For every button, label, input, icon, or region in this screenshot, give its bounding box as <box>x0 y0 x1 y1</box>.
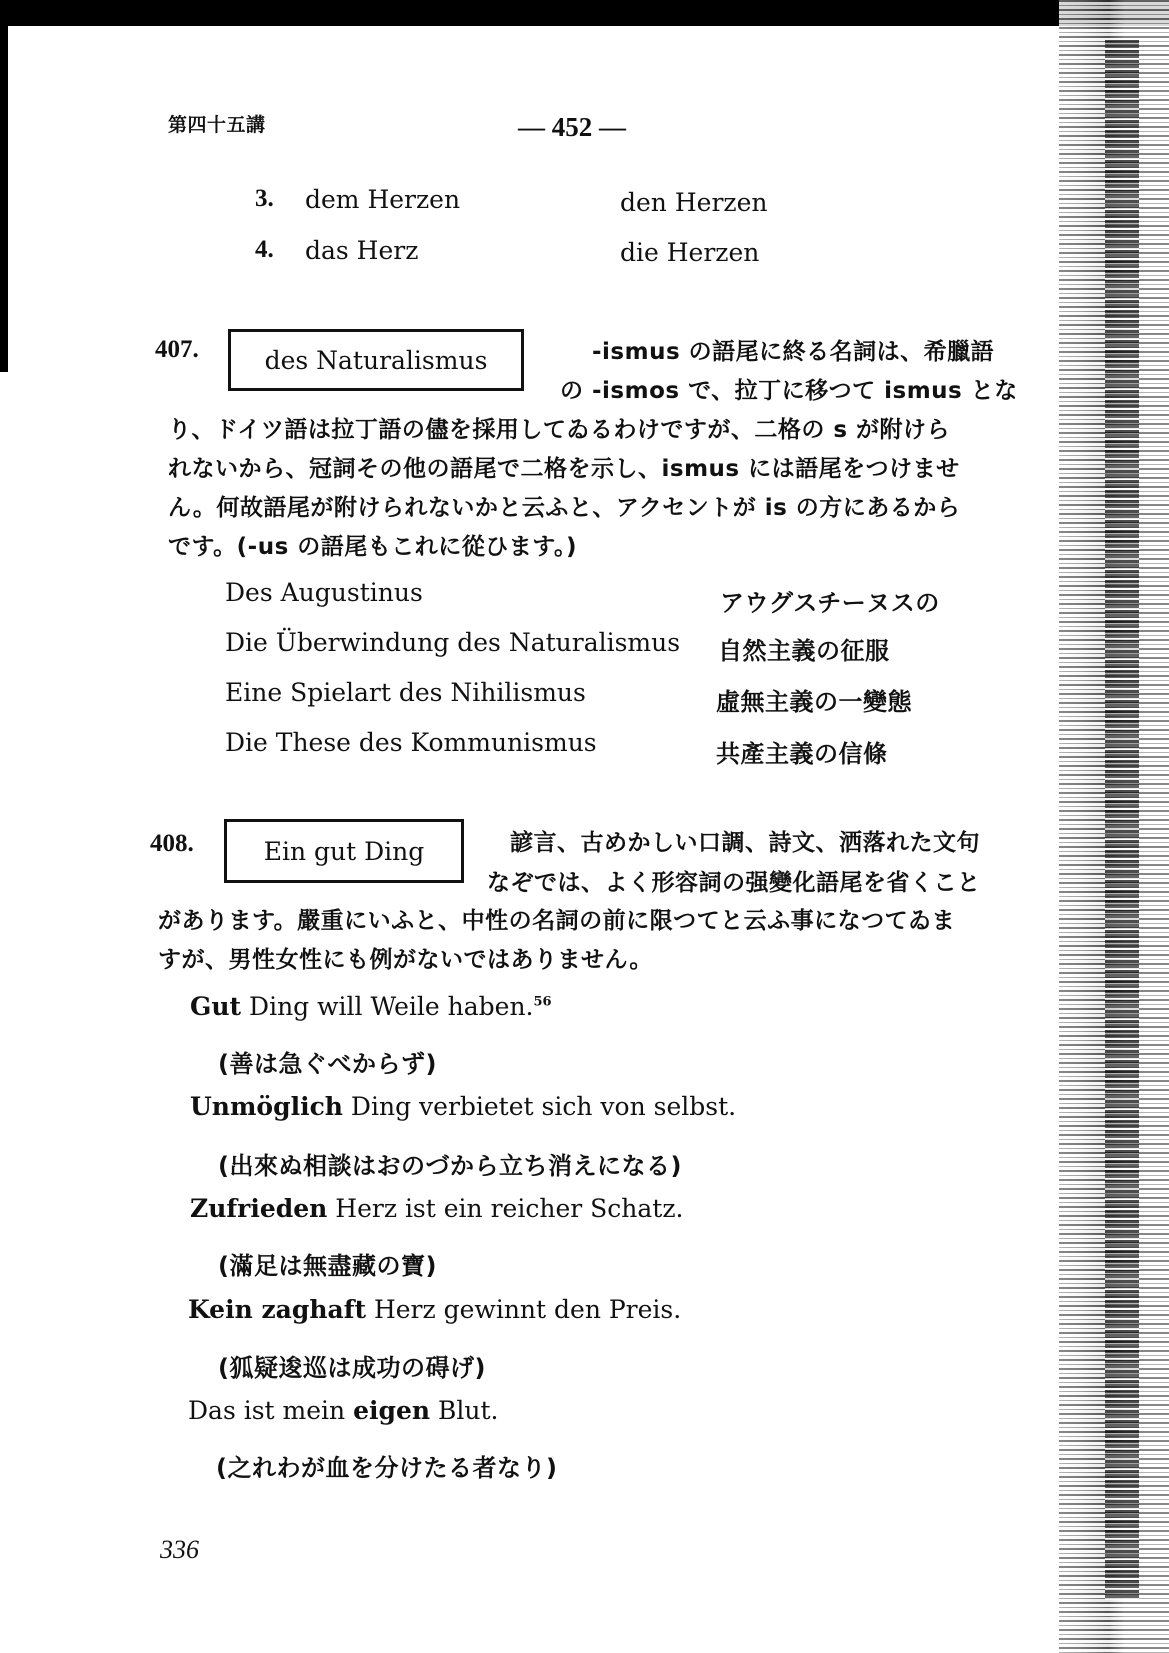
row-number: 3. <box>255 185 274 212</box>
proverb-prefix: Das ist mein <box>188 1396 354 1425</box>
section-407-line: れないから、冠詞その他の語尾で二格を示し、ismus には語尾をつけませ <box>168 456 960 482</box>
proverb-bold-word: Kein zaghaft <box>188 1295 367 1324</box>
proverb-translation: (出來ぬ相談はおのづから立ち消えになる) <box>218 1152 682 1180</box>
section-408-heading: Ein gut Ding <box>263 836 425 866</box>
section-408-line: 諺言、古めかしい口調、詩文、洒落れた文句 <box>510 830 980 856</box>
proverb-rest: Blut. <box>430 1396 499 1425</box>
row-singular: dem Herzen <box>305 185 461 214</box>
example-japanese: アウグスチーヌスの <box>720 589 940 617</box>
proverb-rest: Herz ist ein reicher Schatz. <box>327 1194 684 1223</box>
row-plural: die Herzen <box>620 238 760 267</box>
section-407-line: り、ドイツ語は拉丁語の儘を採用してゐるわけですが、二格の s が附けら <box>168 417 951 443</box>
scan-page-edge-dark <box>1105 40 1139 1600</box>
page-folio: 336 <box>160 1535 199 1564</box>
proverb-translation: (滿足は無盡藏の寶) <box>218 1252 437 1280</box>
proverb-translation: (之れわが血を分けたる者なり) <box>216 1454 558 1482</box>
example-german: Eine Spielart des Nihilismus <box>225 678 586 707</box>
example-german: Die These des Kommunismus <box>225 728 597 757</box>
proverb-german <box>190 992 552 1021</box>
proverb-rest: Herz gewinnt den Preis. <box>366 1295 682 1324</box>
section-408-heading-box <box>224 819 464 883</box>
proverb-german <box>190 1092 736 1121</box>
section-407-line: です。(-us の語尾もこれに從ひます。) <box>168 534 577 560</box>
section-408-line: があります。嚴重にいふと、中性の名詞の前に限つてと云ふ事になつてゐま <box>158 908 956 934</box>
proverb-translation: (善は急ぐべからず) <box>218 1050 437 1078</box>
proverb-german <box>188 1396 498 1425</box>
row-singular: das Herz <box>305 236 419 265</box>
page-header-number: — 452 — <box>518 112 626 142</box>
proverb-rest: Ding will Weile haben. <box>241 992 534 1021</box>
proverb-bold-word: Gut <box>190 992 242 1021</box>
proverb-bold-word: Zufrieden <box>190 1194 328 1223</box>
section-408-number: 408. <box>150 830 194 857</box>
scan-top-border <box>0 0 1169 26</box>
proverb-translation: (狐疑逡巡は成功の碍げ) <box>218 1354 486 1382</box>
example-german: Des Augustinus <box>225 578 423 607</box>
proverb-rest: Ding verbietet sich von selbst. <box>342 1092 737 1121</box>
proverb-german <box>190 1194 683 1223</box>
section-407-line: ん。何故語尾が附けられないかと云ふと、アクセントが is の方にあるから <box>168 495 961 521</box>
section-407-heading-box <box>228 329 524 391</box>
section-408-line: すが、男性女性にも例がないではありません。 <box>158 947 653 973</box>
example-japanese: 共產主義の信條 <box>716 740 888 768</box>
example-japanese: 自然主義の征服 <box>718 637 890 665</box>
row-plural: den Herzen <box>620 188 768 217</box>
proverb-bold-word: eigen <box>353 1396 431 1425</box>
section-408-line: なぞでは、よく形容詞の强變化語尾を省くこと <box>487 870 981 896</box>
section-407-heading: des Naturalismus <box>264 345 488 375</box>
section-407-line: の -ismos で、拉丁に移つて ismus とな <box>560 378 1018 404</box>
proverb-german <box>188 1295 681 1324</box>
chapter-title: 第四十五講 <box>168 114 266 136</box>
section-407-line: -ismus の語尾に終る名詞は、希臘語 <box>592 339 995 365</box>
example-japanese: 虛無主義の一變態 <box>716 688 912 716</box>
proverb-bold-word: Unmöglich <box>190 1092 343 1121</box>
section-407-number: 407. <box>155 336 199 363</box>
row-number: 4. <box>255 236 274 263</box>
footnote-ref: 56 <box>533 994 552 1010</box>
example-german: Die Überwindung des Naturalismus <box>225 628 681 657</box>
scan-left-border <box>0 0 8 372</box>
